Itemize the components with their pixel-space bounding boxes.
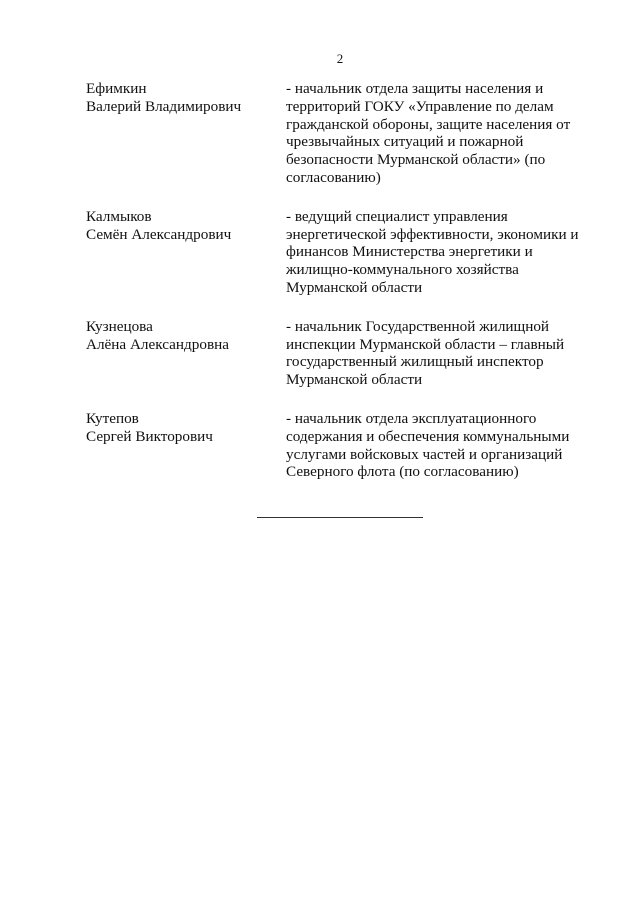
member-name [86, 208, 286, 297]
member-surname: Ефимкин [86, 80, 147, 97]
member-surname: Кутепов [86, 409, 139, 427]
member-entry [86, 410, 586, 481]
member-given-names: Сергей Викторович [86, 427, 213, 445]
member-given-names: Валерий Владимирович [86, 97, 242, 115]
member-entry [86, 208, 586, 297]
member-position: - начальник отдела эксплуатационного содержания и обеспечения коммунальными услугами войсковых частей и организаций Северного флота (по согласованию) [286, 409, 570, 481]
member-position: - ведущий специалист управления энергетической эффективности, экономики и финансов Министерства энергетики и жилищно-коммунального хозяйства Мурманской области [286, 207, 579, 296]
member-name [86, 410, 286, 481]
member-position: - начальник отдела защиты населения и территорий ГОКУ «Управление по делам гражданской обороны, защите населения от чрезвычайных ситуаций и пожарной безопасности Мурманской области» (по согласованию) [286, 80, 571, 186]
member-surname: Кузнецова [86, 317, 153, 335]
member-surname: Калмыков [86, 207, 152, 225]
member-list [86, 80, 586, 502]
member-name [86, 80, 286, 187]
page-number: 2 [336, 51, 344, 66]
member-position: - начальник Государственной жилищной инспекции Мурманской области – главный государственный жилищный инспектор Мурманской области [286, 317, 565, 389]
member-given-names: Алёна Александровна [86, 335, 229, 353]
end-of-list-rule [257, 517, 423, 518]
member-entry [86, 80, 586, 187]
member-name [86, 318, 286, 389]
member-entry [86, 318, 586, 389]
member-given-names: Семён Александрович [86, 225, 232, 243]
